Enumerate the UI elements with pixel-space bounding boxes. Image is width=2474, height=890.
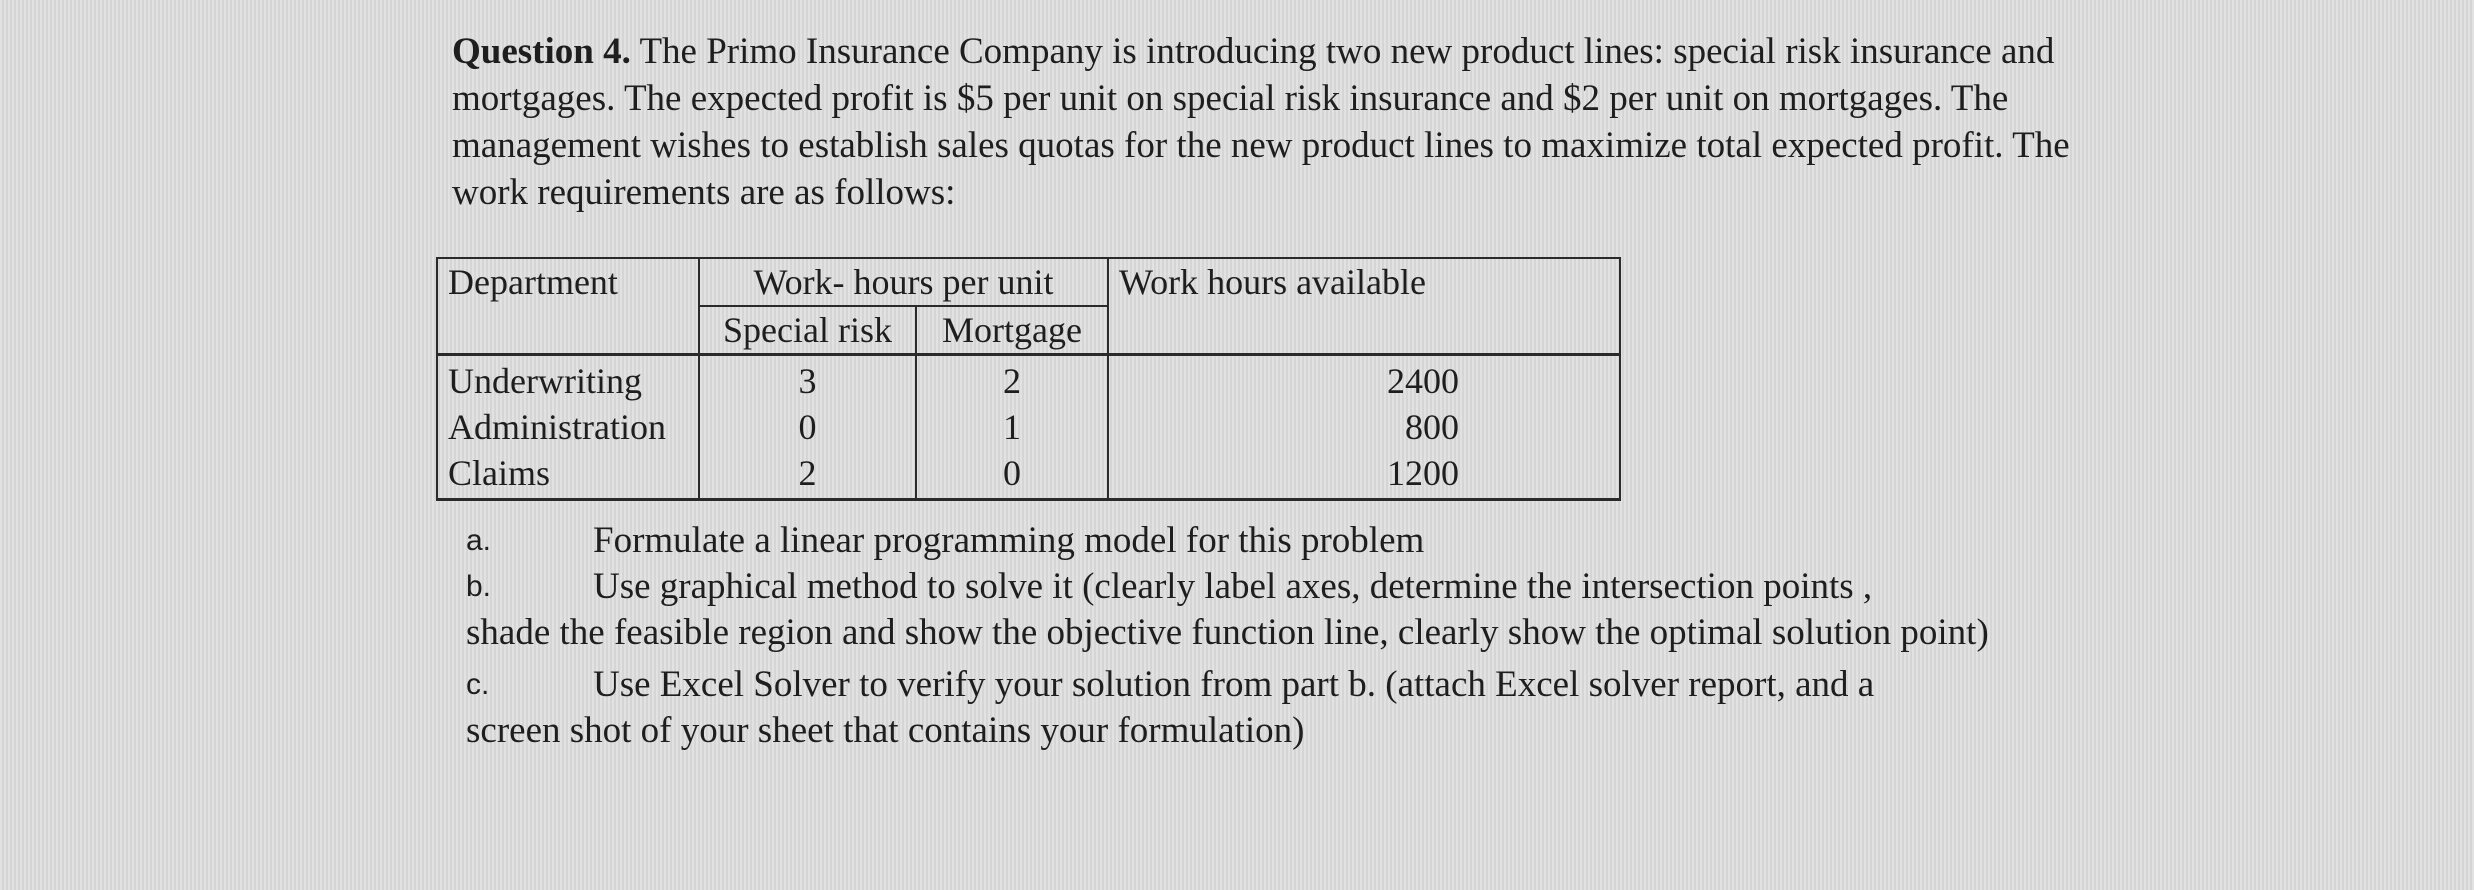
header-work-hours-available: Work hours available bbox=[1108, 258, 1620, 355]
header-work-hours-per-unit: Work- hours per unit bbox=[699, 258, 1108, 306]
part-b-marker: b. bbox=[466, 570, 492, 603]
department-administration: Administration bbox=[448, 407, 666, 447]
question-paragraph bbox=[452, 28, 2102, 216]
question-parts bbox=[466, 518, 2116, 754]
special-risk-claims: 2 bbox=[798, 453, 817, 493]
part-b bbox=[466, 564, 2116, 656]
mortgage-administration: 1 bbox=[1003, 407, 1021, 447]
available-claims: 1200 bbox=[1387, 453, 1459, 493]
part-a bbox=[466, 518, 2116, 564]
table-header-row bbox=[437, 258, 1620, 306]
part-c-text-rest: screen shot of your sheet that contains your formulation) bbox=[466, 710, 1305, 751]
available-underwriting: 2400 bbox=[1387, 361, 1459, 401]
mortgage-claims: 0 bbox=[1003, 453, 1021, 493]
header-department: Department bbox=[437, 258, 699, 355]
available-column bbox=[1108, 355, 1620, 500]
part-b-text-rest: shade the feasible region and show the objective function line, clearly show the optimal solution point) bbox=[466, 612, 1989, 653]
header-special-risk: Special risk bbox=[699, 306, 916, 355]
special-risk-underwriting: 3 bbox=[798, 361, 817, 401]
table-body-row bbox=[437, 355, 1620, 500]
work-requirements-table bbox=[436, 257, 1621, 501]
question-text: The Primo Insurance Company is introducing two new product lines: special risk insurance and mortgages. The expected profit is $5 per unit on special risk insurance and $2 per unit on mortgages. The management wishes to establish sales quotas for the new product lines to maximize total expected profit. The work requirements are as follows: bbox=[452, 31, 2070, 213]
part-c-text-line1: Use Excel Solver to verify your solution from part b. (attach Excel solver report, and a bbox=[593, 664, 1875, 705]
part-c bbox=[466, 662, 2116, 754]
department-column bbox=[437, 355, 699, 500]
header-mortgage: Mortgage bbox=[916, 306, 1108, 355]
part-a-marker: a. bbox=[466, 524, 492, 557]
department-underwriting: Underwriting bbox=[448, 361, 642, 401]
special-risk-administration: 0 bbox=[798, 407, 817, 447]
part-c-marker: c. bbox=[466, 668, 490, 701]
part-a-text: Formulate a linear programming model for this problem bbox=[593, 520, 1425, 561]
available-administration: 800 bbox=[1405, 407, 1459, 447]
department-claims: Claims bbox=[448, 453, 551, 493]
question-label: Question 4. bbox=[452, 31, 631, 72]
part-b-text-line1: Use graphical method to solve it (clearly label axes, determine the intersection points , bbox=[593, 566, 1873, 607]
mortgage-column bbox=[916, 355, 1108, 500]
mortgage-underwriting: 2 bbox=[1003, 361, 1021, 401]
special-risk-column bbox=[699, 355, 916, 500]
